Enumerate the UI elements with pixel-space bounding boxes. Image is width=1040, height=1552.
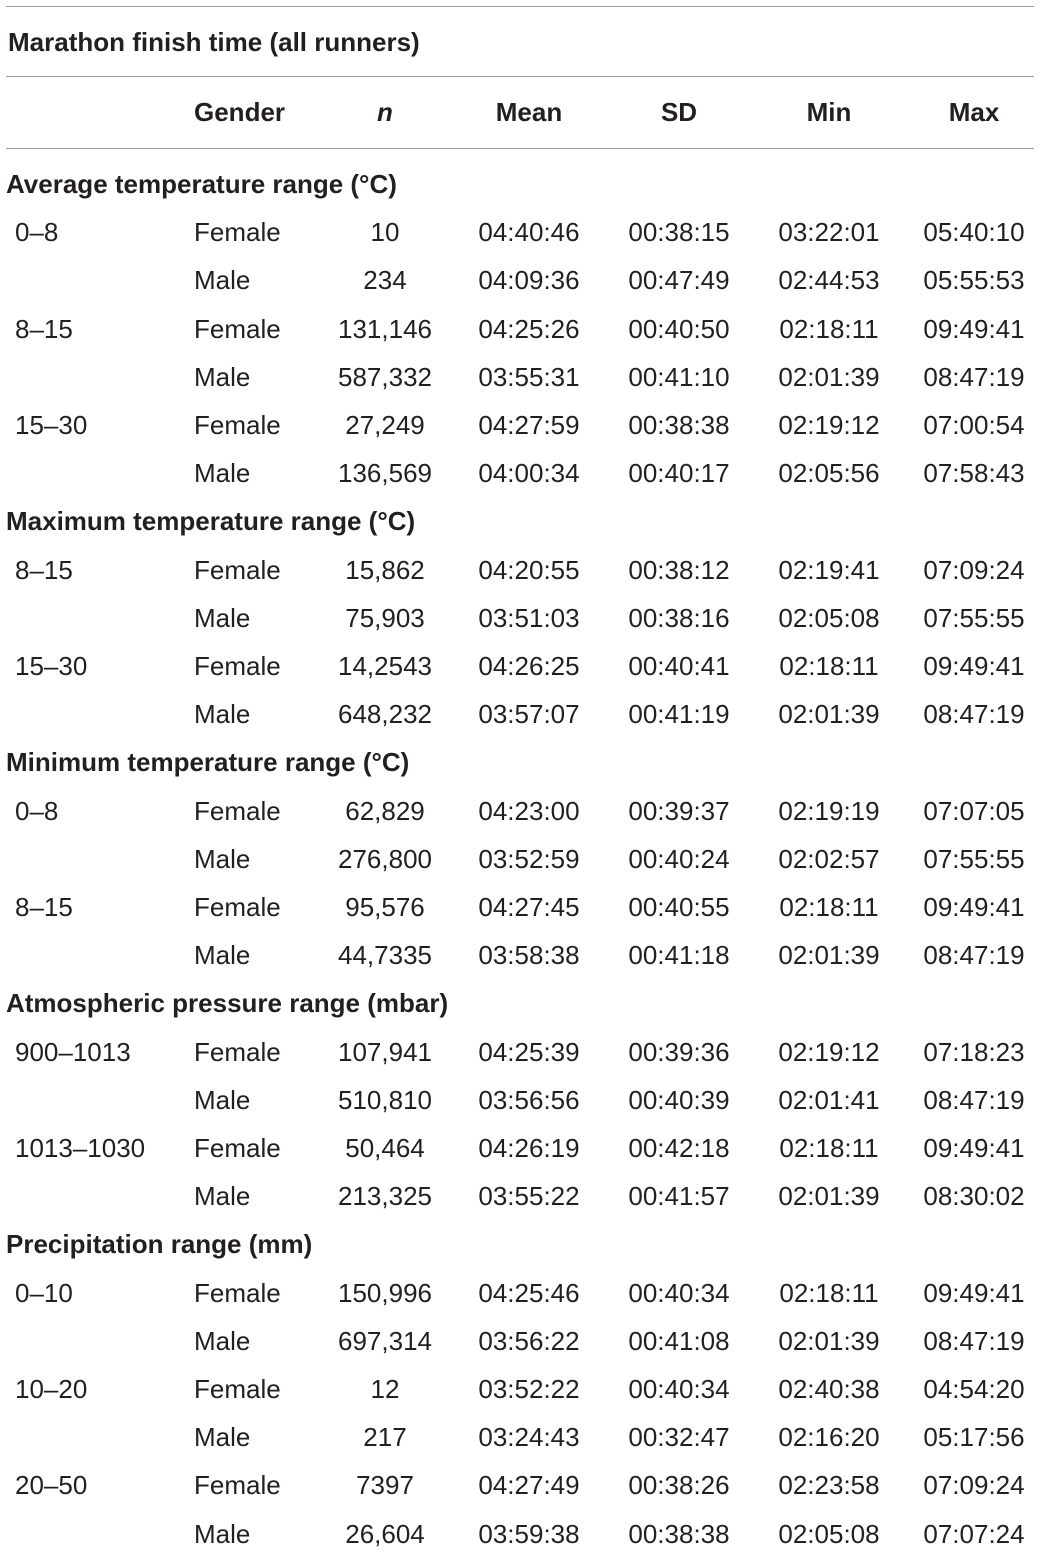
cell-sd: 00:40:34 <box>628 1277 730 1308</box>
header-max: Max <box>948 97 1000 127</box>
table-row <box>6 1323 1034 1359</box>
cell-sd: 00:38:12 <box>628 554 730 585</box>
cell-min: 03:22:01 <box>778 217 880 248</box>
table-row <box>6 937 1034 973</box>
section-title: Minimum temperature range (°C) <box>6 747 410 778</box>
table-row <box>6 1034 1034 1070</box>
cell-mean: 03:56:22 <box>478 1325 580 1356</box>
cell-min: 02:18:11 <box>779 892 879 922</box>
cell-gender: Male <box>194 1084 251 1115</box>
table-row <box>6 262 1034 298</box>
cell-gender: Female <box>194 892 281 922</box>
table-row <box>6 311 1034 347</box>
cell-max: 05:55:53 <box>923 265 1025 296</box>
section-title: Average temperature range (°C) <box>6 169 397 199</box>
table-row <box>6 793 1034 829</box>
cell-sd: 00:38:15 <box>628 217 730 248</box>
cell-gender: Female <box>194 651 281 681</box>
table-row <box>6 1371 1034 1407</box>
cell-mean: 04:09:36 <box>478 265 580 296</box>
cell-gender: Male <box>194 843 251 874</box>
cell-min: 02:16:20 <box>778 1422 880 1453</box>
cell-n: 697,314 <box>338 1325 432 1356</box>
cell-max: 08:47:19 <box>923 940 1025 971</box>
cell-n: 217 <box>363 1422 407 1453</box>
cell-sd: 00:39:37 <box>628 795 730 826</box>
cell-max: 09:49:41 <box>923 651 1025 681</box>
cell-max: 07:55:55 <box>923 602 1025 633</box>
header-gender: Gender <box>194 97 286 127</box>
cell-mean: 03:59:38 <box>478 1518 580 1549</box>
cell-min: 02:05:08 <box>778 602 880 633</box>
cell-sd: 00:47:49 <box>628 265 730 296</box>
caption-rule <box>6 76 1034 77</box>
header-min: Min <box>806 97 852 127</box>
cell-n: 62,829 <box>345 795 425 826</box>
cell-sd: 00:40:50 <box>628 313 730 344</box>
cell-range: 8–15 <box>15 313 73 344</box>
cell-mean: 03:57:07 <box>478 699 580 730</box>
table-row <box>6 1178 1034 1214</box>
cell-gender: Male <box>194 265 251 296</box>
cell-min: 02:01:39 <box>778 361 880 392</box>
cell-max: 07:09:24 <box>923 554 1025 585</box>
section-title: Maximum temperature range (°C) <box>6 506 416 537</box>
cell-sd: 00:38:38 <box>628 1518 730 1549</box>
cell-mean: 03:52:22 <box>478 1374 580 1404</box>
cell-n: 44,7335 <box>338 940 432 971</box>
table-row <box>6 1516 1034 1552</box>
cell-n: 150,996 <box>338 1277 432 1308</box>
cell-min: 02:19:19 <box>778 795 880 826</box>
cell-gender: Female <box>194 1036 281 1067</box>
cell-min: 02:01:39 <box>778 940 880 971</box>
cell-sd: 00:41:19 <box>628 699 730 730</box>
cell-sd: 00:40:39 <box>628 1084 730 1115</box>
top-rule <box>6 6 1034 7</box>
cell-max: 09:49:41 <box>923 1277 1025 1308</box>
cell-range: 1013–1030 <box>15 1133 146 1163</box>
cell-n: 10 <box>370 217 400 248</box>
cell-gender: Male <box>194 458 251 489</box>
cell-max: 09:49:41 <box>923 892 1025 922</box>
cell-max: 09:49:41 <box>923 1133 1025 1163</box>
cell-max: 07:18:23 <box>923 1036 1025 1067</box>
cell-max: 08:47:19 <box>923 699 1025 730</box>
cell-gender: Female <box>194 313 281 344</box>
cell-gender: Male <box>194 1518 251 1549</box>
cell-max: 08:30:02 <box>923 1181 1025 1212</box>
cell-gender: Male <box>194 1422 251 1453</box>
table-caption: Marathon finish time (all runners) <box>8 27 420 57</box>
cell-min: 02:05:56 <box>778 458 880 489</box>
cell-gender: Female <box>194 1470 281 1501</box>
cell-mean: 04:27:45 <box>478 892 580 922</box>
cell-mean: 04:27:59 <box>478 410 580 440</box>
header-mean: Mean <box>495 97 563 127</box>
cell-n: 213,325 <box>338 1181 432 1212</box>
header-rule <box>6 148 1034 149</box>
cell-sd: 00:41:08 <box>628 1325 730 1356</box>
cell-n: 7397 <box>356 1470 414 1501</box>
cell-n: 27,249 <box>345 410 425 440</box>
cell-mean: 04:27:49 <box>478 1470 580 1501</box>
cell-max: 08:47:19 <box>923 1084 1025 1115</box>
cell-n: 50,464 <box>345 1133 425 1163</box>
cell-n: 14,2543 <box>338 651 432 681</box>
table-row <box>6 600 1034 636</box>
cell-sd: 00:40:24 <box>628 843 730 874</box>
cell-min: 02:01:39 <box>778 1325 880 1356</box>
cell-sd: 00:41:18 <box>628 940 730 971</box>
cell-mean: 03:24:43 <box>478 1422 580 1453</box>
cell-min: 02:18:11 <box>779 1133 879 1163</box>
cell-sd: 00:42:18 <box>628 1133 730 1163</box>
cell-n: 648,232 <box>338 699 432 730</box>
cell-sd: 00:39:36 <box>628 1036 730 1067</box>
cell-max: 07:58:43 <box>923 458 1025 489</box>
table-row <box>6 359 1034 395</box>
header-sd: SD <box>660 97 698 127</box>
cell-range: 0–10 <box>15 1277 73 1308</box>
table-row <box>6 407 1034 443</box>
table-header-row <box>6 94 1034 130</box>
table-row <box>6 841 1034 877</box>
cell-sd: 00:41:10 <box>628 361 730 392</box>
table-row <box>6 552 1034 588</box>
cell-mean: 04:26:25 <box>478 651 580 681</box>
cell-n: 15,862 <box>345 554 425 585</box>
cell-n: 234 <box>363 265 407 296</box>
cell-gender: Male <box>194 940 251 971</box>
cell-gender: Female <box>194 554 281 585</box>
cell-mean: 03:56:56 <box>478 1084 580 1115</box>
cell-min: 02:01:39 <box>778 1181 880 1212</box>
cell-min: 02:19:12 <box>778 410 880 440</box>
cell-sd: 00:38:26 <box>628 1470 730 1501</box>
cell-mean: 03:55:22 <box>478 1181 580 1212</box>
table-row <box>6 455 1034 491</box>
cell-min: 02:05:08 <box>778 1518 880 1549</box>
cell-max: 04:54:20 <box>923 1374 1025 1404</box>
section-title: Precipitation range (mm) <box>6 1229 313 1260</box>
cell-range: 0–8 <box>15 795 59 826</box>
cell-sd: 00:40:34 <box>628 1374 730 1404</box>
cell-mean: 03:58:38 <box>478 940 580 971</box>
table-row <box>6 648 1034 684</box>
cell-min: 02:18:11 <box>779 651 879 681</box>
cell-max: 07:09:24 <box>923 1470 1025 1501</box>
cell-min: 02:19:41 <box>778 554 880 585</box>
cell-min: 02:18:11 <box>779 1277 879 1308</box>
cell-max: 05:17:56 <box>923 1422 1025 1453</box>
cell-min: 02:18:11 <box>779 313 879 344</box>
cell-sd: 00:38:16 <box>628 602 730 633</box>
cell-n: 12 <box>370 1374 400 1404</box>
table-row <box>6 1275 1034 1311</box>
cell-range: 20–50 <box>15 1470 88 1501</box>
cell-gender: Male <box>194 1181 251 1212</box>
cell-mean: 04:23:00 <box>478 795 580 826</box>
cell-max: 08:47:19 <box>923 361 1025 392</box>
table-row <box>6 1130 1034 1166</box>
cell-n: 276,800 <box>338 843 432 874</box>
cell-sd: 00:32:47 <box>628 1422 730 1453</box>
cell-mean: 03:52:59 <box>478 843 580 874</box>
cell-gender: Female <box>194 1133 281 1163</box>
table-row <box>6 1419 1034 1455</box>
cell-n: 587,332 <box>338 361 432 392</box>
table-row <box>6 1082 1034 1118</box>
cell-gender: Female <box>194 410 281 440</box>
cell-range: 8–15 <box>15 554 73 585</box>
cell-mean: 04:25:39 <box>478 1036 580 1067</box>
cell-gender: Female <box>194 217 281 248</box>
cell-range: 10–20 <box>15 1374 88 1404</box>
cell-mean: 04:20:55 <box>478 554 580 585</box>
cell-n: 510,810 <box>338 1084 432 1115</box>
cell-max: 07:07:24 <box>923 1518 1025 1549</box>
cell-range: 900–1013 <box>15 1036 131 1067</box>
cell-mean: 03:51:03 <box>478 602 580 633</box>
cell-min: 02:23:58 <box>778 1470 880 1501</box>
cell-max: 07:00:54 <box>923 410 1025 440</box>
cell-min: 02:01:41 <box>778 1084 880 1115</box>
cell-range: 8–15 <box>15 892 73 922</box>
cell-mean: 03:55:31 <box>478 361 580 392</box>
cell-sd: 00:40:55 <box>628 892 730 922</box>
table-row <box>6 889 1034 925</box>
cell-gender: Female <box>194 1277 281 1308</box>
cell-mean: 04:25:26 <box>478 313 580 344</box>
cell-gender: Male <box>194 361 251 392</box>
cell-n: 107,941 <box>338 1036 432 1067</box>
table-row <box>6 214 1034 250</box>
cell-max: 09:49:41 <box>923 313 1025 344</box>
cell-gender: Female <box>194 795 281 826</box>
cell-min: 02:44:53 <box>778 265 880 296</box>
table-row <box>6 696 1034 732</box>
cell-mean: 04:26:19 <box>478 1133 580 1163</box>
cell-range: 15–30 <box>15 410 88 440</box>
cell-range: 15–30 <box>15 651 88 681</box>
cell-gender: Male <box>194 1325 251 1356</box>
cell-sd: 00:40:41 <box>628 651 730 681</box>
cell-mean: 04:00:34 <box>478 458 580 489</box>
cell-gender: Male <box>194 699 251 730</box>
cell-max: 05:40:10 <box>923 217 1025 248</box>
cell-sd: 00:40:17 <box>628 458 730 489</box>
cell-max: 07:07:05 <box>923 795 1025 826</box>
cell-range: 0–8 <box>15 217 59 248</box>
cell-mean: 04:40:46 <box>478 217 580 248</box>
cell-min: 02:40:38 <box>778 1374 880 1404</box>
cell-sd: 00:38:38 <box>628 410 730 440</box>
cell-gender: Female <box>194 1374 281 1404</box>
table-row <box>6 1467 1034 1503</box>
cell-n: 75,903 <box>345 602 425 633</box>
cell-max: 07:55:55 <box>923 843 1025 874</box>
cell-mean: 04:25:46 <box>478 1277 580 1308</box>
cell-max: 08:47:19 <box>923 1325 1025 1356</box>
section-title: Atmospheric pressure range (mbar) <box>6 988 449 1019</box>
cell-n: 136,569 <box>338 458 432 489</box>
cell-min: 02:01:39 <box>778 699 880 730</box>
cell-gender: Male <box>194 602 251 633</box>
cell-min: 02:19:12 <box>778 1036 880 1067</box>
cell-min: 02:02:57 <box>778 843 880 874</box>
cell-n: 131,146 <box>338 313 432 344</box>
cell-n: 26,604 <box>345 1518 425 1549</box>
cell-n: 95,576 <box>345 892 425 922</box>
header-n: n <box>377 97 393 127</box>
cell-sd: 00:41:57 <box>628 1181 730 1212</box>
